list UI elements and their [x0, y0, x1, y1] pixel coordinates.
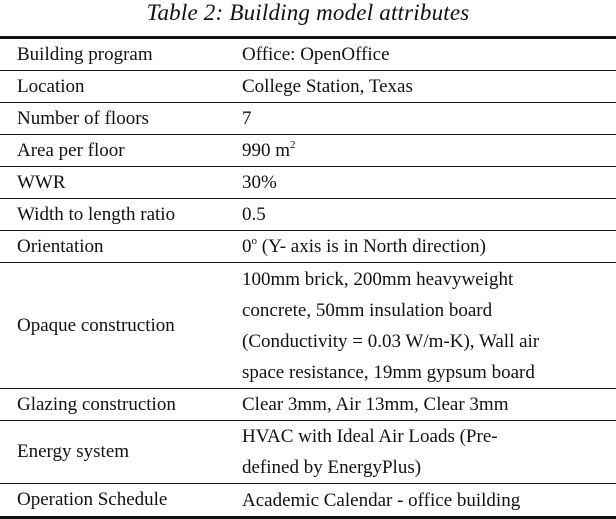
value-cell [242, 421, 616, 483]
attribute-cell: WWR [17, 171, 66, 193]
table-row [0, 231, 616, 263]
attribute-cell: Orientation [17, 235, 104, 257]
table-row [0, 389, 616, 421]
value-cell: Academic Calendar - office building [242, 489, 521, 511]
attributes-table [0, 36, 616, 519]
value-cell [242, 264, 616, 388]
attribute-cell: Opaque construction [17, 314, 175, 336]
table-row [0, 421, 616, 484]
table-row [0, 263, 616, 389]
attribute-cell: Operation Schedule [17, 489, 168, 510]
value-line: 100mm brick, 200mm heavyweight [242, 268, 514, 290]
table-row [0, 167, 616, 199]
value-cell: Clear 3mm, Air 13mm, Clear 3mm [242, 394, 509, 415]
value-cell: 7 [242, 108, 252, 129]
superscript: o [251, 235, 257, 247]
attribute-cell: Glazing construction [17, 393, 176, 415]
attribute-cell: Area per floor [17, 139, 125, 161]
attribute-cell: Number of floors [17, 107, 149, 129]
value-line: (Conductivity = 0.03 W/m-K), Wall air [242, 330, 540, 352]
value-line: space resistance, 19mm gypsum board [242, 361, 535, 383]
value-text: 0 [242, 236, 252, 257]
table-row [0, 199, 616, 231]
value-cell [242, 231, 616, 262]
table-row [0, 103, 616, 135]
table-caption: Table 2: Building model attributes [146, 0, 470, 25]
attribute-cell: Location [17, 75, 85, 97]
value-text: (Y- axis is in North direction) [257, 236, 487, 257]
value-line: defined by EnergyPlus) [242, 457, 422, 478]
table-row [0, 71, 616, 103]
value-cell: 30% [242, 172, 277, 193]
value-line: concrete, 50mm insulation board [242, 299, 493, 321]
superscript: 2 [290, 139, 296, 151]
value-line: HVAC with Ideal Air Loads (Pre- [242, 426, 498, 447]
value-cell [242, 135, 616, 166]
value-cell: 0.5 [242, 204, 266, 225]
value-text: 990 m [242, 140, 291, 161]
table-row [0, 39, 616, 71]
value-cell: Office: OpenOffice [242, 44, 390, 65]
table-row [0, 135, 616, 167]
attribute-cell: Energy system [17, 441, 130, 462]
attribute-cell: Width to length ratio [17, 203, 176, 225]
value-cell: College Station, Texas [242, 76, 413, 97]
attribute-cell: Building program [17, 43, 153, 65]
table-row [0, 484, 616, 516]
